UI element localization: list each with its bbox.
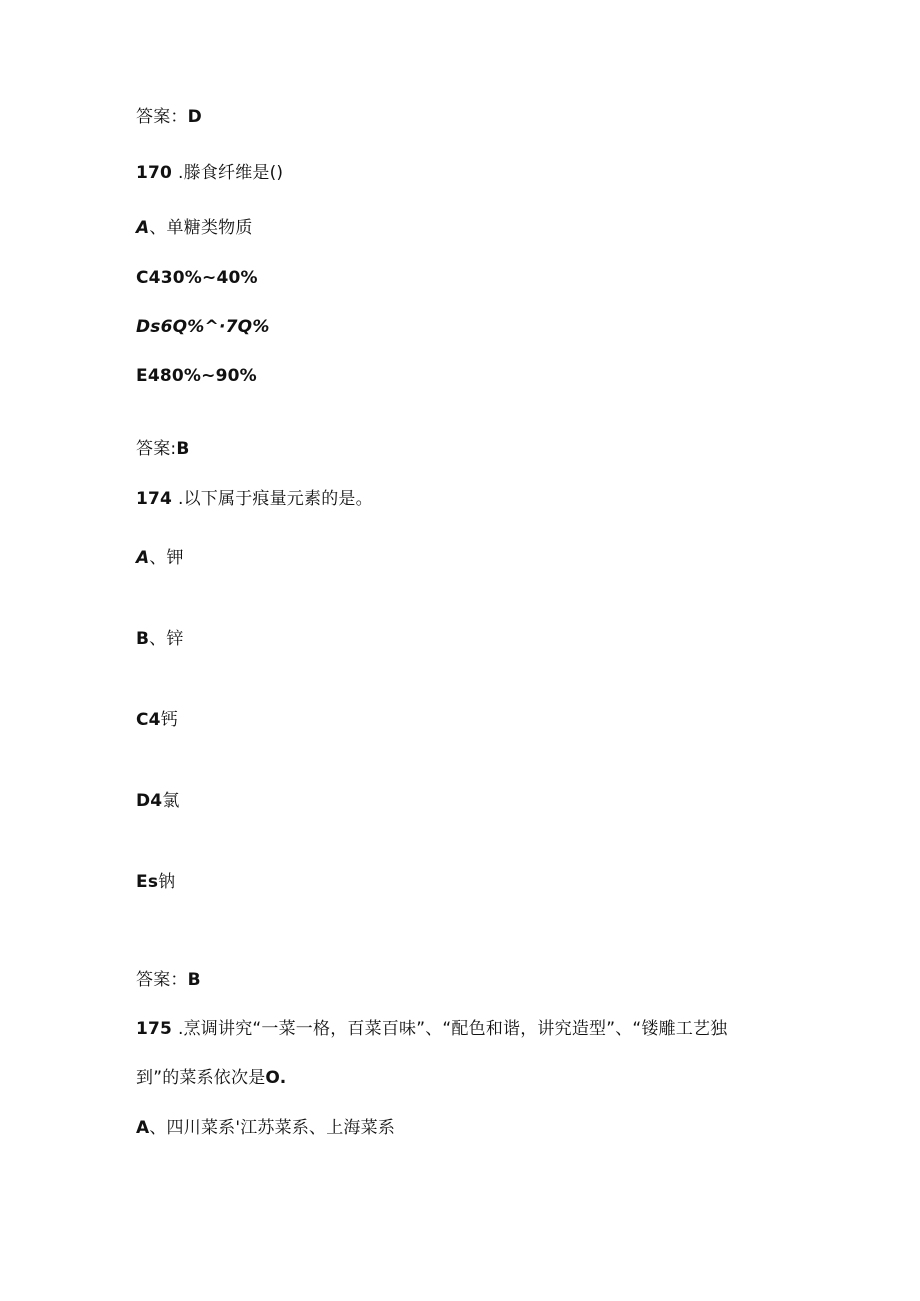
answer-label: 答案： [136,107,188,127]
answer-label: 答案： [136,970,188,990]
option-a [136,547,184,569]
option-d [136,790,180,812]
question-blank: O. [265,1068,287,1088]
option-c [136,709,178,731]
option-e: E480%~90% [136,366,257,386]
option-letter: C4 [136,710,161,730]
answer-label: 答案: [136,439,177,459]
question-text: .以下属于痕量元素的是。 [178,489,373,509]
answer-line [136,106,202,128]
question-number: 170 [136,163,173,183]
option-text: 、锌 [149,629,184,649]
question-174 [136,488,373,510]
answer-line [136,438,190,460]
option-letter: A [136,548,150,568]
option-letter: D4 [136,791,163,811]
option-text: 钙 [160,710,178,730]
option-b [136,628,184,650]
option-letter: Es [136,872,159,892]
option-a [136,1117,395,1139]
option-c: C430%~40% [136,268,258,288]
option-text: 、四川菜系'江苏菜系、上海菜系 [149,1118,396,1138]
question-175 [136,1018,727,1040]
option-a [136,217,253,239]
answer-value: B [176,439,190,459]
option-letter: A [136,218,150,238]
option-letter: B [136,629,150,649]
question-text: .滕食纤维是() [178,163,284,183]
option-letter: A [136,1118,150,1138]
option-d: Ds6Q%^·7Q% [136,317,270,337]
question-text-line1: .烹调讲究“一菜一格，百菜百味”、“配色和谐，讲究造型”、“镂雕工艺独 [178,1019,728,1039]
question-175-cont [136,1067,286,1089]
question-number: 175 [136,1019,173,1039]
answer-value: D [187,107,202,127]
answer-line [136,969,201,991]
option-text: 、单糖类物质 [149,218,253,238]
option-text: 、钾 [149,548,184,568]
question-number: 174 [136,489,173,509]
question-170 [136,162,283,184]
option-text: 氯 [162,791,180,811]
option-e [136,871,175,893]
option-text: 钠 [158,872,176,892]
question-text-line2: 到”的菜系依次是 [136,1068,266,1088]
answer-value: B [187,970,201,990]
